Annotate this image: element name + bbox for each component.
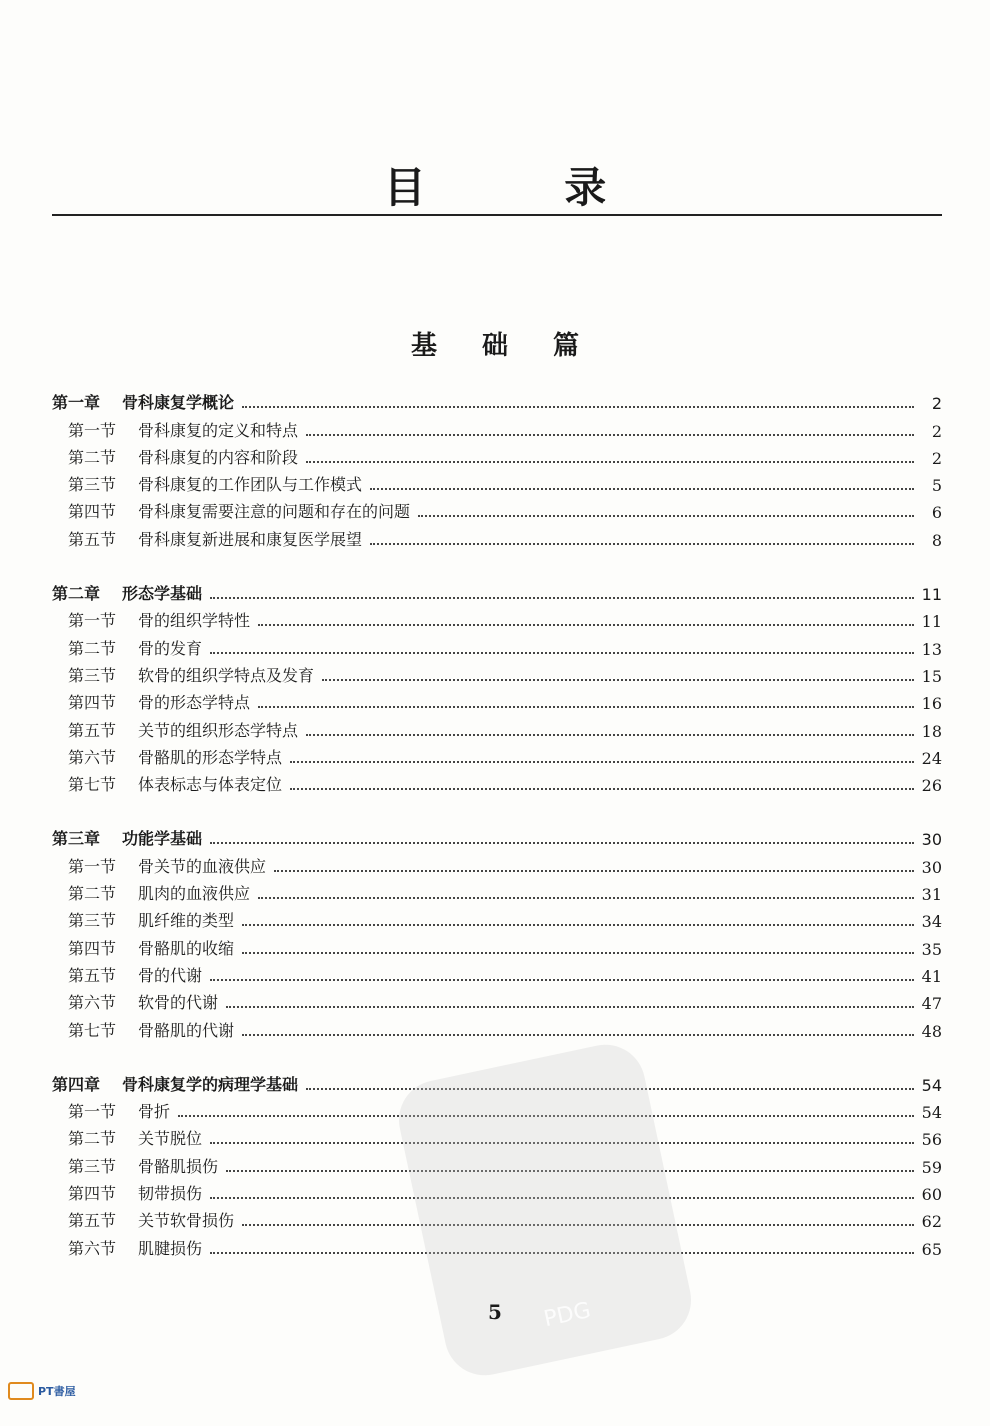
toc-section-row bbox=[52, 604, 942, 631]
dot-leader bbox=[242, 924, 914, 926]
toc-section-row bbox=[52, 495, 942, 522]
toc-entry-page: 31 bbox=[921, 885, 942, 905]
toc-section-row bbox=[52, 441, 942, 468]
toc-entry-title: 骨科康复新进展和康复医学展望 bbox=[138, 529, 363, 549]
toc-entry-page: 5 bbox=[931, 476, 942, 496]
toc-section-row bbox=[52, 931, 942, 958]
toc-entry-title: 骨科康复学的病理学基础 bbox=[122, 1074, 299, 1094]
dot-leader bbox=[242, 952, 914, 954]
dot-leader bbox=[306, 461, 914, 463]
toc-entry-number: 第三节 bbox=[68, 1156, 117, 1176]
toc-entry-title: 骨骼肌的形态学特点 bbox=[138, 747, 283, 767]
dot-leader bbox=[242, 406, 914, 408]
toc-chapter bbox=[52, 577, 942, 795]
part-title: 基 础 篇 bbox=[410, 331, 598, 361]
toc-entry-number: 第二节 bbox=[68, 638, 117, 658]
dot-leader bbox=[258, 897, 914, 899]
toc-entry-number: 第五节 bbox=[68, 529, 117, 549]
toc-entry-page: 2 bbox=[931, 394, 942, 414]
toc-entry-page: 24 bbox=[921, 748, 942, 768]
toc-entry-page: 6 bbox=[931, 503, 942, 523]
toc-section-row bbox=[52, 659, 942, 686]
toc-entry-title: 骨科康复的工作团队与工作模式 bbox=[138, 475, 363, 495]
dot-leader bbox=[322, 679, 914, 681]
toc-entry-title: 体表标志与体表定位 bbox=[138, 775, 283, 795]
toc-entry-title: 肌纤维的类型 bbox=[138, 911, 235, 931]
toc-entry-title: 骨的组织学特性 bbox=[138, 611, 251, 631]
toc-entry-title: 关节的组织形态学特点 bbox=[138, 720, 299, 740]
toc-entry-title: 形态学基础 bbox=[122, 584, 203, 604]
toc-entry-number: 第四章 bbox=[52, 1074, 101, 1094]
page-title: 目 录 bbox=[383, 163, 669, 212]
toc-entry-number: 第一节 bbox=[68, 1102, 117, 1122]
toc-section-row bbox=[52, 986, 942, 1013]
toc-entry-number: 第四节 bbox=[68, 693, 117, 713]
toc-entry-page: 48 bbox=[921, 1021, 942, 1041]
toc-entry-page: 54 bbox=[921, 1075, 942, 1095]
book-icon bbox=[8, 1382, 34, 1400]
toc-chapter bbox=[52, 386, 942, 550]
toc-section-row bbox=[52, 686, 942, 713]
toc-section-row bbox=[52, 959, 942, 986]
toc-entry-page: 62 bbox=[921, 1212, 942, 1232]
toc-entry-page: 11 bbox=[921, 612, 942, 632]
toc-entry-number: 第三节 bbox=[68, 665, 117, 685]
toc-entry-number: 第六节 bbox=[68, 993, 117, 1013]
toc-entry-number: 第四节 bbox=[68, 1184, 117, 1204]
toc-entry-title: 软骨的代谢 bbox=[138, 993, 219, 1013]
toc-chapter bbox=[52, 822, 942, 1040]
toc-entry-title: 骨关节的血液供应 bbox=[138, 856, 267, 876]
toc-entry-title: 骨骼肌损伤 bbox=[138, 1156, 219, 1176]
toc-section-row bbox=[52, 631, 942, 658]
toc-entry-page: 13 bbox=[921, 639, 942, 659]
toc-entry-title: 骨的代谢 bbox=[138, 965, 203, 985]
toc-entry-number: 第一节 bbox=[68, 856, 117, 876]
toc-section-row bbox=[52, 713, 942, 740]
toc-entry-number: 第一节 bbox=[68, 420, 117, 440]
toc-entry-page: 18 bbox=[921, 721, 942, 741]
toc-entry-title: 软骨的组织学特点及发育 bbox=[138, 665, 315, 685]
toc-entry-number: 第六节 bbox=[68, 747, 117, 767]
toc-entry-number: 第七节 bbox=[68, 1020, 117, 1040]
toc-entry-page: 35 bbox=[921, 939, 942, 959]
site-logo bbox=[8, 1382, 76, 1400]
toc-entry-number: 第二章 bbox=[52, 584, 101, 604]
toc-chapter-row bbox=[52, 822, 942, 849]
page-number: 5 bbox=[488, 1300, 502, 1324]
toc-entry-title: 功能学基础 bbox=[122, 829, 203, 849]
toc-entry-number: 第五节 bbox=[68, 965, 117, 985]
toc-entry-page: 65 bbox=[921, 1239, 942, 1259]
toc-entry-page: 15 bbox=[921, 666, 942, 686]
toc-entry-page: 26 bbox=[921, 776, 942, 796]
toc-section-row bbox=[52, 741, 942, 768]
logo-text: PT書屋 bbox=[38, 1385, 76, 1398]
toc-entry-title: 骨科康复的定义和特点 bbox=[138, 420, 299, 440]
toc-entry-page: 2 bbox=[931, 448, 942, 468]
toc-entry-title: 肌肉的血液供应 bbox=[138, 884, 251, 904]
toc-entry-title: 骨骼肌的收缩 bbox=[138, 938, 235, 958]
toc-entry-number: 第二节 bbox=[68, 884, 117, 904]
dot-leader bbox=[274, 870, 914, 872]
toc-entry-page: 60 bbox=[921, 1185, 942, 1205]
dot-leader bbox=[210, 842, 914, 844]
toc-entry-title: 关节软骨损伤 bbox=[138, 1211, 235, 1231]
toc-entry-title: 骨科康复学概论 bbox=[122, 393, 235, 413]
dot-leader bbox=[418, 515, 914, 517]
toc-entry-number: 第二节 bbox=[68, 1129, 117, 1149]
toc-entry-number: 第三节 bbox=[68, 911, 117, 931]
toc-chapter-row bbox=[52, 577, 942, 604]
toc-section-row bbox=[52, 768, 942, 795]
toc-entry-number: 第五节 bbox=[68, 1211, 117, 1231]
dot-leader bbox=[210, 597, 914, 599]
dot-leader bbox=[258, 624, 914, 626]
toc-entry-number: 第四节 bbox=[68, 502, 117, 522]
dot-leader bbox=[258, 706, 914, 708]
toc-entry-title: 骨的发育 bbox=[138, 638, 203, 658]
dot-leader bbox=[306, 734, 914, 736]
toc-entry-page: 16 bbox=[921, 694, 942, 714]
toc-section-row bbox=[52, 1013, 942, 1040]
toc-entry-page: 59 bbox=[921, 1157, 942, 1177]
toc-entry-page: 11 bbox=[921, 585, 942, 605]
toc-entry-number: 第七节 bbox=[68, 775, 117, 795]
toc-entry-number: 第三章 bbox=[52, 829, 101, 849]
dot-leader bbox=[370, 543, 914, 545]
toc-entry-page: 54 bbox=[921, 1103, 942, 1123]
toc-entry-page: 30 bbox=[921, 857, 942, 877]
toc-entry-title: 关节脱位 bbox=[138, 1129, 203, 1149]
toc-entry-number: 第四节 bbox=[68, 938, 117, 958]
toc-entry-page: 2 bbox=[931, 421, 942, 441]
watermark-text: PDG bbox=[541, 1298, 594, 1333]
toc-entry-number: 第五节 bbox=[68, 720, 117, 740]
toc-section-row bbox=[52, 522, 942, 549]
toc-section-row bbox=[52, 849, 942, 876]
dot-leader bbox=[290, 761, 914, 763]
toc-entry-page: 41 bbox=[921, 966, 942, 986]
toc-entry-title: 肌腱损伤 bbox=[138, 1238, 203, 1258]
dot-leader bbox=[210, 652, 914, 654]
toc-entry-title: 韧带损伤 bbox=[138, 1184, 203, 1204]
toc-entry-title: 骨的形态学特点 bbox=[138, 693, 251, 713]
toc-section-row bbox=[52, 468, 942, 495]
dot-leader bbox=[370, 488, 914, 490]
toc-entry-title: 骨科康复的内容和阶段 bbox=[138, 447, 299, 467]
toc-entry-number: 第二节 bbox=[68, 447, 117, 467]
toc-entry-page: 47 bbox=[921, 994, 942, 1014]
dot-leader bbox=[226, 1006, 914, 1008]
toc-section-row bbox=[52, 877, 942, 904]
dot-leader bbox=[306, 434, 914, 436]
toc-entry-page: 56 bbox=[921, 1130, 942, 1150]
toc-entry-number: 第三节 bbox=[68, 475, 117, 495]
title-rule bbox=[52, 214, 942, 216]
toc-entry-title: 骨科康复需要注意的问题和存在的问题 bbox=[138, 502, 411, 522]
toc-entry-page: 34 bbox=[921, 912, 942, 932]
toc-entry-title: 骨骼肌的代谢 bbox=[138, 1020, 235, 1040]
toc-section-row bbox=[52, 413, 942, 440]
toc-entry-page: 30 bbox=[921, 830, 942, 850]
toc-entry-number: 第六节 bbox=[68, 1238, 117, 1258]
dot-leader bbox=[290, 788, 914, 790]
toc-entry-page: 8 bbox=[931, 530, 942, 550]
dot-leader bbox=[242, 1034, 914, 1036]
dot-leader bbox=[210, 979, 914, 981]
toc-chapter-row bbox=[52, 386, 942, 413]
toc-entry-number: 第一节 bbox=[68, 611, 117, 631]
toc-section-row bbox=[52, 904, 942, 931]
toc-entry-title: 骨折 bbox=[138, 1102, 171, 1122]
toc-entry-number: 第一章 bbox=[52, 393, 101, 413]
